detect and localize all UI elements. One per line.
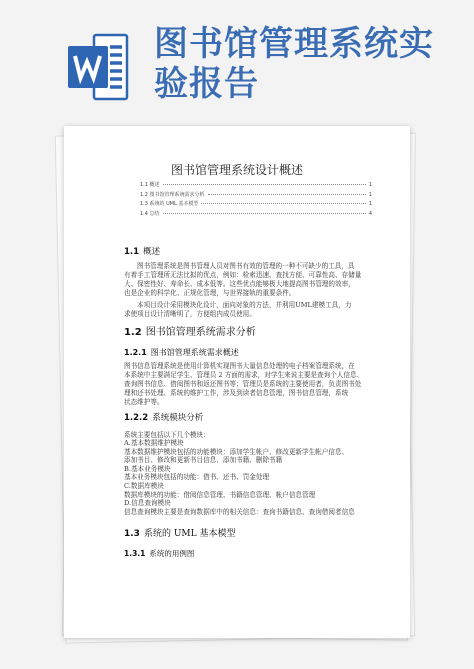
- section-heading-1-2: [124, 326, 374, 339]
- list-item: B.基本业务模块: [124, 464, 171, 473]
- toc-page: 1: [368, 191, 372, 198]
- toc-page: 4: [368, 210, 372, 217]
- toc-leader: [201, 203, 365, 204]
- section-heading-1-2-2: [124, 413, 374, 424]
- toc-page: 1: [368, 182, 372, 188]
- list-item: 系统主要包括以下几个模块：: [124, 430, 210, 439]
- text-line: 理和还书处理、系统的维护工作，涉及到读者信息管理，图书信息管理，系统: [124, 388, 349, 397]
- list-item: 基本业务模块包括的功能：借书、还书、罚金处理: [124, 473, 270, 482]
- list-item: 基本数据维护模块包括的功能模块：添加学生帐户、修改更新学生帐户信息、: [124, 447, 349, 456]
- text-line: 本系统中主要满足学生、管理员 2 方面的需求，对学生来说主要是查询个人信息、: [124, 370, 364, 379]
- document-title: 图书馆管理系统设计概述: [170, 163, 303, 177]
- document-page: [64, 126, 410, 638]
- list-item: 数据库模块的功能：借阅信息管理、书籍信息管理、帐户信息管理: [124, 490, 316, 499]
- paragraph-overview-1: [124, 262, 374, 298]
- toc-page: 1: [368, 201, 372, 207]
- section-title: 系统的用例图: [149, 549, 195, 558]
- section-title: 图书馆管理系统需求概述: [150, 348, 239, 357]
- word-icon: [66, 32, 130, 102]
- text-line: 图书管理系统是图书管理人员对图书有效的管理的一种不可缺少的工具，具: [137, 261, 355, 270]
- text-line: 状态维护等。: [124, 397, 164, 406]
- section-number: 1.3: [124, 529, 140, 539]
- section-title: 系统的 UML 基本模型: [143, 529, 236, 539]
- list-item: D.信息查询模块: [124, 499, 171, 508]
- paragraph-overview-2: [124, 301, 374, 319]
- report-title-line-2: 验报告: [154, 64, 259, 104]
- text-line: 也是企业的科学化、正规化管理，与世界接轨的重要条件。: [124, 288, 296, 297]
- toc-leader: [208, 194, 366, 195]
- section-title: 概述: [143, 247, 161, 257]
- text-line: 本项目设计采用模块化设计，面向对象的方法，并利用UML建模工具，力: [137, 300, 352, 309]
- text-line: 查询图书信息、借阅图书和返还图书等；管理员是系统的主要使用者，负责图书处: [124, 379, 362, 388]
- toc-label: 1.1 概述: [140, 182, 160, 188]
- section-number: 1.1: [124, 247, 140, 257]
- list-item: 添加书目、修改和更新书目信息、添加书籍、删除书籍: [124, 456, 283, 465]
- toc-item: [140, 181, 372, 191]
- text-line: 有着手工管理所无法比拟的优点，例如：检索迅速、查找方便、可靠性高、存储量: [124, 270, 362, 279]
- toc-item: [140, 191, 372, 201]
- section-number: 1.2.2: [124, 413, 149, 423]
- list-item: A.基本数据维护模块: [124, 439, 184, 448]
- module-list: [124, 431, 374, 517]
- paragraph-requirements: [124, 362, 374, 407]
- toc-leader: [163, 213, 366, 214]
- section-number: 1.2: [124, 327, 142, 338]
- text-line: 求使项目设计清晰明了，方便组内成员使用。: [124, 309, 256, 318]
- toc-label: 1.3 系统的 UML 基本模型: [140, 201, 199, 207]
- section-title: 系统模块分析: [152, 413, 204, 423]
- toc-label: 1.2 图书馆管理系统需求分析: [140, 191, 205, 198]
- section-heading-1-1: [124, 246, 374, 258]
- section-heading-1-2-1: [124, 347, 374, 358]
- section-heading-1-3-1: [124, 549, 374, 559]
- text-line: 图书信息管理系统是使用计算机实现图书大量信息处理的电子档案管理系统，在: [124, 361, 355, 370]
- list-item: C.数据库模块: [124, 482, 164, 491]
- toc-item: [140, 210, 372, 220]
- section-number: 1.2.1: [124, 348, 147, 357]
- report-title-line-1: 图书馆管理系统实: [154, 24, 434, 64]
- toc-item: [140, 200, 372, 210]
- text-line: 大、保密性好、寿命长、成本低等。这些优点能够极大地提高图书管理的效率，: [124, 279, 355, 288]
- list-item: 信息查询模块主要是查询数据库中的相关信息：查询书籍信息、查询借阅者信息: [124, 507, 355, 516]
- section-heading-1-3: [124, 528, 374, 540]
- section-title: 图书馆管理系统需求分析: [145, 327, 256, 338]
- section-number: 1.3.1: [124, 549, 146, 558]
- toc-label: 1.4 总结: [140, 210, 160, 217]
- toc-leader: [163, 184, 366, 185]
- table-of-contents: [140, 181, 372, 219]
